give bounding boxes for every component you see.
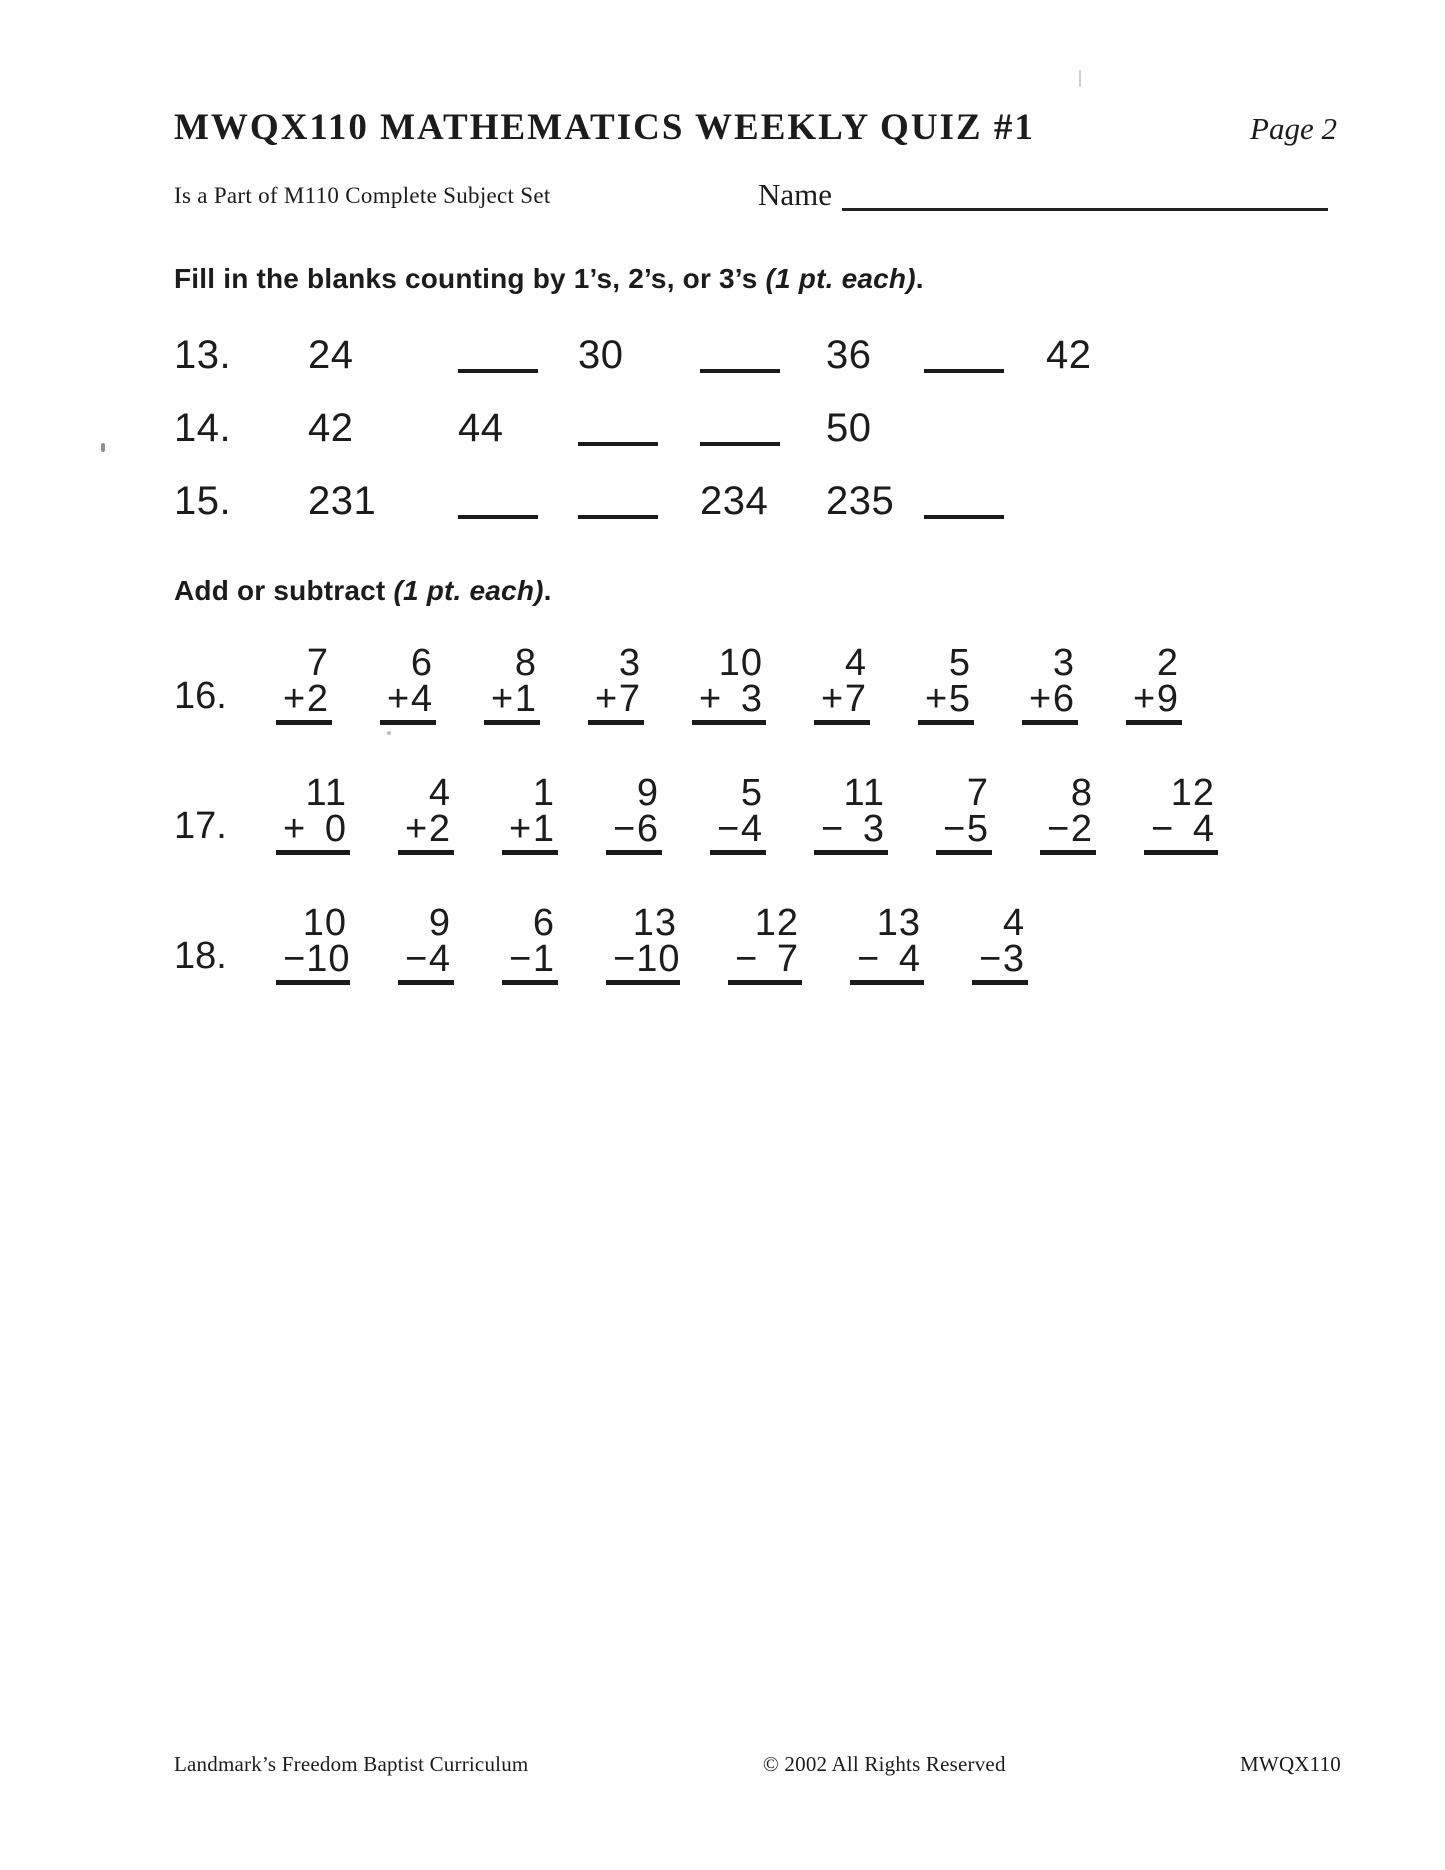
course-subtitle: Is a Part of M110 Complete Subject Set [174,183,551,208]
bottom-row [509,808,555,850]
top-operand: 2 [1156,642,1179,684]
problem-group [283,772,1215,855]
bottom-operand: 10 [636,938,681,980]
math-problem [857,902,921,985]
counting-row [174,408,1337,448]
bottom-row [491,678,537,720]
top-operand: 8 [514,642,537,684]
top-operand: 7 [306,642,329,684]
answer-line [276,850,350,855]
top-operand: 11 [843,772,885,814]
footer-copyright: © 2002 All Rights Reserved [762,1752,1006,1776]
top-operand: 6 [532,902,555,944]
minus-operator: − [821,808,845,850]
counting-row [174,335,1337,375]
answer-line [972,980,1028,985]
answer-line [606,980,680,985]
top-operand: 3 [618,642,641,684]
problem-number: 14. [174,406,232,450]
answer-line [276,720,332,725]
math-problem [1151,772,1215,855]
problem-number: 17. [174,805,227,847]
top-operand: 4 [428,772,451,814]
minus-operator: − [1151,808,1175,850]
top-operand: 8 [1070,772,1093,814]
plus-operator: + [509,808,533,850]
top-operand: 10 [718,642,763,684]
bottom-row [943,808,989,850]
fill-in-blank [458,335,578,375]
math-problem [613,772,659,855]
minus-operator: − [857,938,881,980]
footer [174,1752,1341,1777]
bottom-row [857,938,921,980]
bottom-operand: 1 [514,678,537,720]
answer-line [936,850,992,855]
plus-operator: + [699,678,723,720]
top-operand: 3 [1052,642,1075,684]
name-field-group [758,177,1328,213]
plus-operator: + [405,808,429,850]
answer-line [606,850,662,855]
blank-line [578,515,658,519]
bottom-operand: 9 [1156,678,1179,720]
bottom-operand: 6 [636,808,659,850]
answer-line [692,720,766,725]
math-problem [699,642,763,725]
add-subtract-points-note: (1 pt. each) [393,575,544,606]
math-rows [174,642,1337,985]
bottom-row [1133,678,1179,720]
top-operand: 11 [305,772,347,814]
top-operand: 13 [632,902,677,944]
math-row [174,902,1337,985]
top-operand: 13 [876,902,921,944]
bottom-operand: 3 [1002,938,1025,980]
top-operand: 6 [410,642,433,684]
bottom-row [1029,678,1075,720]
blank-line [700,369,780,373]
counting-number: 234 [700,479,769,523]
bottom-operand: 7 [776,938,799,980]
bottom-row [405,808,451,850]
footer-publisher: Landmark’s Freedom Baptist Curriculum [174,1752,529,1776]
fill-in-blank [924,481,1046,521]
math-row [174,642,1337,725]
plus-operator: + [595,678,619,720]
top-operand: 1 [532,772,555,814]
minus-operator: − [735,938,759,980]
problem-group [283,642,1179,725]
answer-line [1126,720,1182,725]
bottom-row [821,808,885,850]
header [174,106,1337,149]
math-problem [1133,642,1179,725]
plus-operator: + [821,678,845,720]
math-problem [283,772,347,855]
blank-line [924,515,1004,519]
counting-instructions-suffix: . [915,263,924,294]
top-operand: 12 [1170,772,1215,814]
top-operand: 5 [948,642,971,684]
add-subtract-instructions-text: Add or subtract [174,575,394,606]
math-problem [491,642,537,725]
blank-line [458,369,538,373]
bottom-operand: 3 [740,678,763,720]
fill-in-blank [458,481,578,521]
fill-in-blank [578,408,700,448]
fill-in-blank [578,481,700,521]
math-problem [943,772,989,855]
answer-line [850,980,924,985]
bottom-row [699,678,763,720]
math-problem [1047,772,1093,855]
top-operand: 9 [636,772,659,814]
scan-speck [1079,70,1081,87]
top-operand: 10 [302,902,347,944]
counting-number: 44 [458,406,504,450]
bottom-operand: 5 [966,808,989,850]
footer-code: MWQX110 [1240,1752,1341,1776]
bottom-operand: 1 [532,808,555,850]
counting-points-note: (1 pt. each) [765,263,916,294]
math-problem [979,902,1025,985]
minus-operator: − [717,808,741,850]
plus-operator: + [925,678,949,720]
math-problem [283,902,351,985]
bottom-row [509,938,555,980]
counting-instructions [174,263,1337,295]
bottom-row [717,808,763,850]
bottom-row [283,678,329,720]
bottom-row [1047,808,1093,850]
math-problem [509,902,555,985]
answer-line [1144,850,1218,855]
plus-operator: + [491,678,515,720]
counting-number: 36 [826,333,872,377]
blank-line [924,369,1004,373]
bottom-operand: 7 [844,678,867,720]
bottom-operand: 5 [948,678,971,720]
name-blank-line [842,208,1328,211]
top-operand: 4 [1002,902,1025,944]
name-label: Name [758,177,833,212]
page-title: MWQX110 MATHEMATICS WEEKLY QUIZ #1 [174,107,1035,148]
bottom-operand: 0 [324,808,347,850]
scan-speck [387,731,391,735]
problem-group [283,902,1025,985]
counting-number: 42 [1046,333,1092,377]
bottom-operand: 6 [1052,678,1075,720]
bottom-row [387,678,433,720]
math-problem [283,642,329,725]
top-operand: 5 [740,772,763,814]
bottom-row [283,808,347,850]
counting-number: 235 [826,479,895,523]
answer-line [502,980,558,985]
fill-in-blank [700,408,826,448]
bottom-row [283,938,351,980]
top-operand: 7 [966,772,989,814]
minus-operator: − [283,938,307,980]
plus-operator: + [387,678,411,720]
plus-operator: + [1133,678,1157,720]
counting-number: 231 [308,479,377,523]
bottom-row [821,678,867,720]
math-problem [595,642,641,725]
bottom-operand: 1 [532,938,555,980]
minus-operator: − [1047,808,1071,850]
bottom-operand: 2 [428,808,451,850]
bottom-row [595,678,641,720]
math-problem [821,642,867,725]
math-row [174,772,1337,855]
minus-operator: − [943,808,967,850]
bottom-row [613,938,681,980]
counting-row [174,481,1337,521]
problem-number: 16. [174,675,227,717]
answer-line [398,980,454,985]
page-number: Page 2 [1250,111,1337,146]
top-operand: 9 [428,902,451,944]
add-subtract-instructions [174,575,1337,607]
blank-line [458,515,538,519]
bottom-operand: 3 [862,808,885,850]
scan-speck [101,443,105,452]
answer-line [814,720,870,725]
plus-operator: + [283,678,307,720]
minus-operator: − [405,938,429,980]
problem-number: 18. [174,935,227,977]
problem-number: 13. [174,333,232,377]
bottom-operand: 4 [1192,808,1215,850]
top-operand: 4 [844,642,867,684]
fill-in-blank [924,335,1046,375]
bottom-row [925,678,971,720]
minus-operator: − [613,808,637,850]
bottom-operand: 7 [618,678,641,720]
bottom-row [1151,808,1215,850]
math-problem [1029,642,1075,725]
math-problem [717,772,763,855]
blank-line [578,442,658,446]
bottom-row [613,808,659,850]
counting-number: 50 [826,406,872,450]
blank-line [700,442,780,446]
math-problem [821,772,885,855]
plus-operator: + [1029,678,1053,720]
bottom-row [979,938,1025,980]
bottom-operand: 2 [306,678,329,720]
counting-rows [174,335,1337,521]
math-problem [387,642,433,725]
bottom-operand: 2 [1070,808,1093,850]
answer-line [918,720,974,725]
counting-number: 30 [578,333,624,377]
answer-line [588,720,644,725]
counting-number: 42 [308,406,354,450]
plus-operator: + [283,808,307,850]
fill-in-blank [700,335,826,375]
bottom-operand: 4 [740,808,763,850]
answer-line [484,720,540,725]
subheader [174,171,1337,217]
top-operand: 12 [754,902,799,944]
answer-line [1040,850,1096,855]
answer-line [1022,720,1078,725]
answer-line [814,850,888,855]
math-problem [925,642,971,725]
add-subtract-instructions-suffix: . [543,575,552,606]
answer-line [728,980,802,985]
counting-number: 24 [308,333,354,377]
answer-line [710,850,766,855]
math-problem [405,902,451,985]
bottom-operand: 4 [428,938,451,980]
bottom-operand: 4 [410,678,433,720]
answer-line [380,720,436,725]
answer-line [502,850,558,855]
math-problem [509,772,555,855]
counting-instructions-text: Fill in the blanks counting by 1’s, 2’s, or 3’s [174,263,766,294]
problem-number: 15. [174,479,232,523]
minus-operator: − [509,938,533,980]
bottom-operand: 4 [898,938,921,980]
bottom-row [405,938,451,980]
minus-operator: − [979,938,1003,980]
bottom-row [735,938,799,980]
math-problem [735,902,799,985]
answer-line [276,980,350,985]
bottom-operand: 10 [306,938,351,980]
math-problem [405,772,451,855]
math-problem [613,902,681,985]
minus-operator: − [613,938,637,980]
answer-line [398,850,454,855]
